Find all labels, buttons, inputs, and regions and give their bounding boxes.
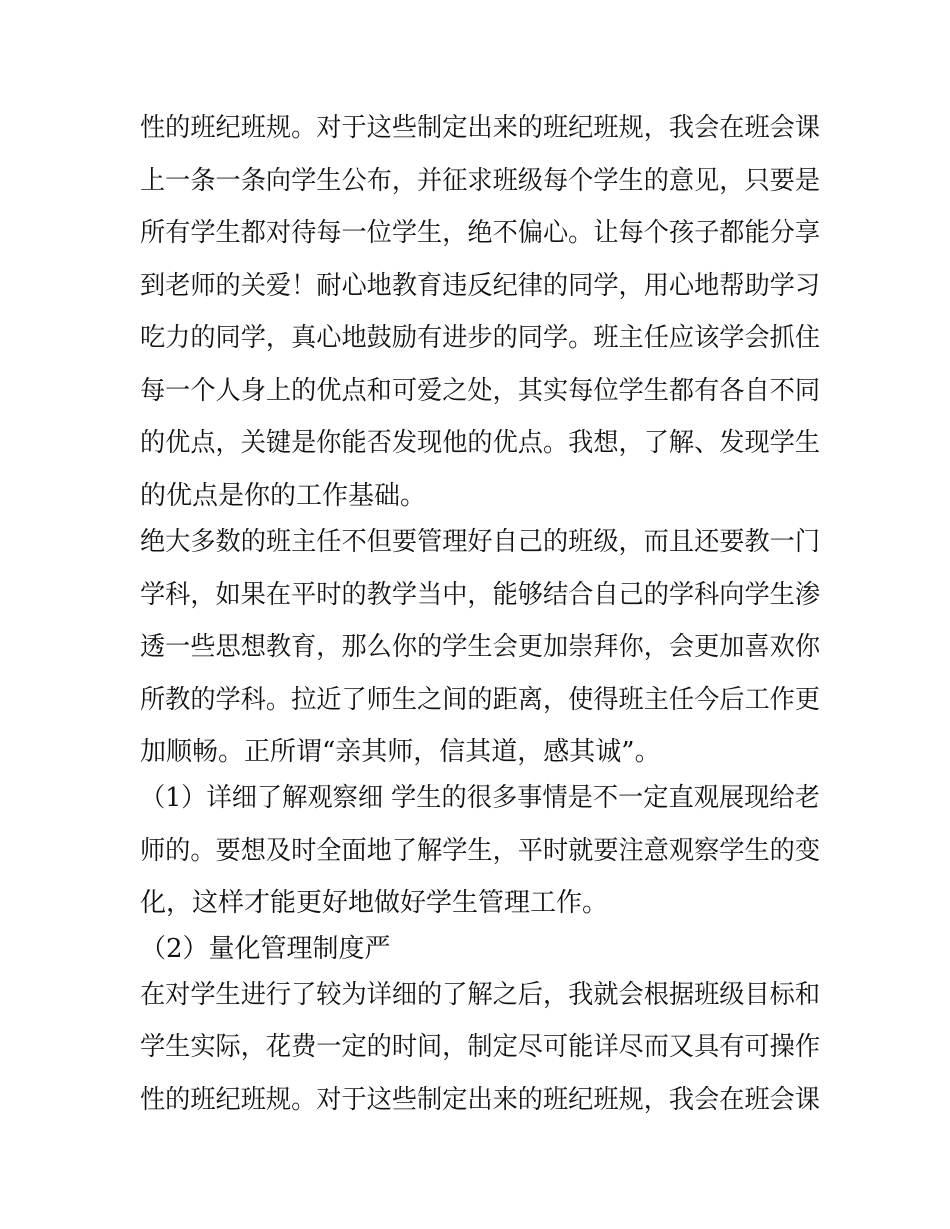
text-line: 化，这样才能更好地做好学生管理工作。 <box>140 888 609 918</box>
text-line: 所教的学科。拉近了师生之间的距离，使得班主任今后工作更 <box>140 685 821 715</box>
text-line: 上一条一条向学生公布，并征求班级每个学生的意见，只要是 <box>140 166 821 196</box>
text-line: 所有学生都对待每一位学生，绝不偏心。让每个孩子都能分享 <box>140 218 821 248</box>
text-line: 学科，如果在平时的教学当中，能够结合自己的学科向学生渗 <box>140 580 821 610</box>
text-line: 透一些思想教育，那么你的学生会更加崇拜你，会更加喜欢你 <box>140 632 821 662</box>
text-line: 性的班纪班规。对于这些制定出来的班纪班规，我会在班会课 <box>140 1085 821 1115</box>
text-line: 每一个人身上的优点和可爱之处，其实每位学生都有各自不同 <box>140 376 821 406</box>
section-heading: （2）量化管理制度严 <box>140 934 391 964</box>
text-line: 的优点是你的工作基础。 <box>140 481 427 511</box>
text-line: 绝大多数的班主任不但要管理好自己的班级，而且还要教一门 <box>140 527 821 557</box>
text-line: 学生实际，花费一定的时间，制定尽可能详尽而又具有可操作 <box>140 1032 821 1062</box>
text-line: 加顺畅。正所谓“亲其师，信其道，感其诚”。 <box>140 737 661 767</box>
text-line: （1）详细了解观察细 学生的很多事情是不一定直观展现给老 <box>140 783 820 813</box>
text-line: 到老师的关爱！耐心地教育违反纪律的同学，用心地帮助学习 <box>140 271 821 301</box>
text-line: 的优点，关键是你能否发现他的优点。我想，了解、发现学生 <box>140 428 821 458</box>
text-line: 师的。要想及时全面地了解学生，平时就要注意观察学生的变 <box>140 836 821 866</box>
text-line: 在对学生进行了较为详细的了解之后，我就会根据班级目标和 <box>140 980 821 1010</box>
text-line: 吃力的同学，真心地鼓励有进步的同学。班主任应该学会抓住 <box>140 323 821 353</box>
text-line: 性的班纪班规。对于这些制定出来的班纪班规，我会在班会课 <box>140 113 821 143</box>
